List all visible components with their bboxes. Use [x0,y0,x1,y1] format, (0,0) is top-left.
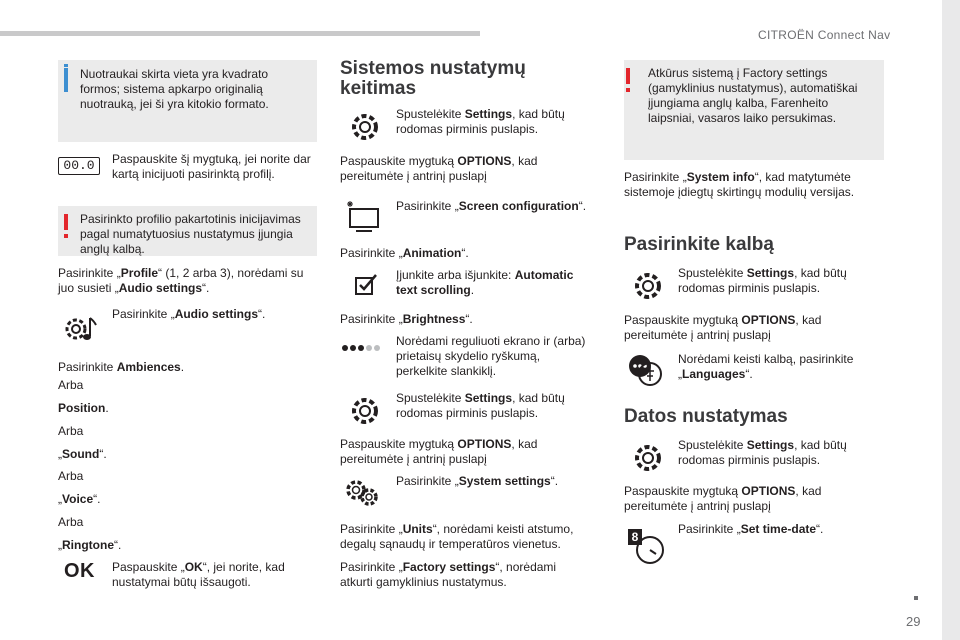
settings-gear-icon-2[interactable] [350,396,380,426]
factory-warning-box [624,60,884,160]
or-text-1: Arba [58,378,84,392]
options-text-1: Paspauskite mygtuką OPTIONS, kad pereitumėte į antrinį puslapį [340,154,538,183]
settings-text-4: Spustelėkite Settings, kad būtų rodomas pirminis puslapis. [678,438,847,467]
ambiences-text: Pasirinkite Ambiences. [58,360,185,374]
step-badge: 8 [628,529,642,545]
warning-icon-2-dot [626,88,630,92]
checkbox-icon[interactable] [354,273,378,297]
audio-settings-icon[interactable] [62,314,102,344]
info-icon [64,68,68,92]
profile-paragraph: Pasirinkite „Profile“ (1, 2 arba 3), norėdami su juo susieti „Audio settings“. [58,266,304,295]
factory-warning-text: Atkūrus sistemą į Factory settings (gamyklinius nustatymus), automatiškai įjungiama anglų kalba, Farenheito laipsniai, vasaros laiko persukimas. [648,66,858,125]
system-settings-icon[interactable] [344,478,380,508]
page-number: 29 [906,614,921,629]
languages-text: Norėdami keisti kalbą, pasirinkite „Languages“. [678,352,854,381]
page-dot [914,596,918,600]
set-time-date-text: Pasirinkite „Set time-date“. [678,522,824,536]
info-box [58,60,317,142]
warning-icon-dot [64,234,68,238]
or-text-3: Arba [58,469,84,483]
reset-profile-text: Paspauskite šį mygtuką, jei norite dar kartą inicijuoti pasirinktą profilį. [112,152,311,181]
or-text-2: Arba [58,424,84,438]
audio-settings-text: Pasirinkite „Audio settings“. [112,307,266,321]
header-title: CITROËN Connect Nav [758,28,891,42]
screen-configuration-text: Pasirinkite „Screen configuration“. [396,199,587,213]
units-text: Pasirinkite „Units“, norėdami keisti atstumo, degalų sąnaudų ir temperatūros vienetus. [340,522,574,551]
options-text-4: Paspauskite mygtuką OPTIONS, kad pereitumėte į antrinį puslapį [624,484,822,513]
page-edge-bar [942,0,960,640]
header-rule [0,31,480,36]
brightness-slider-text: Norėdami reguliuoti ekrano ir (arba) prietaisų skydelio ryškumą, perkelkite slankiklį. [396,334,586,378]
or-text-4: Arba [58,515,84,529]
settings-text-1: Spustelėkite Settings, kad būtų rodomas pirminis puslapis. [396,107,565,136]
warning-box [58,206,317,256]
settings-gear-icon-3[interactable] [633,271,663,301]
ringtone-text: „Ringtone“. [58,538,122,552]
info-text: Nuotraukai skirta vieta yra kvadrato formos; sistema apkarpo originalią nuotrauką, jei ši yra kitokio formato. [80,67,269,111]
section-title-system-settings: Sistemos nustatymų keitimas [340,58,526,99]
settings-text-3: Spustelėkite Settings, kad būtų rodomas pirminis puslapis. [678,266,847,295]
warning-icon-2 [626,68,630,84]
info-icon-dot [64,64,68,67]
settings-gear-icon[interactable] [350,112,380,142]
settings-text-2: Spustelėkite Settings, kad būtų rodomas pirminis puslapis. [396,391,565,420]
ok-text: Paspauskite „OK“, jei norite, kad nustatymai būtų išsaugoti. [112,560,285,589]
position-text: Position. [58,401,109,415]
animation-text: Pasirinkite „Animation“. [340,246,469,260]
section-title-language: Pasirinkite kalbą [624,234,774,255]
screen-configuration-icon[interactable] [344,199,384,233]
languages-icon[interactable] [626,354,666,388]
system-settings-text: Pasirinkite „System settings“. [396,474,559,488]
warning-text: Pasirinkto profilio pakartotinis inicijavimas pagal numatytuosius nustatymus įjungia anglų kalbą. [80,212,301,256]
reset-profile-label: 00.0 [63,158,95,173]
section-title-date: Datos nustatymas [624,406,788,427]
text-scrolling-text: Įjunkite arba išjunkite: Automatic text scrolling. [396,268,574,297]
warning-icon [64,214,68,230]
factory-settings-text: Pasirinkite „Factory settings“, norėdami atkurti gamyklinius nustatymus. [340,560,557,589]
ok-button[interactable]: OK [64,560,95,582]
options-text-2: Paspauskite mygtuką OPTIONS, kad pereitumėte į antrinį puslapį [340,437,538,466]
brightness-slider-icon[interactable] [340,343,386,353]
clock-icon[interactable] [634,534,666,566]
reset-profile-button[interactable] [58,157,100,175]
system-info-text: Pasirinkite „System info“, kad matytumėte sistemoje įdiegtų skirtingų modulių versijas. [624,170,855,199]
brightness-text: Pasirinkite „Brightness“. [340,312,473,326]
settings-gear-icon-4[interactable] [633,443,663,473]
sound-text: „Sound“. [58,447,107,461]
voice-text: „Voice“. [58,492,101,506]
options-text-3: Paspauskite mygtuką OPTIONS, kad pereitumėte į antrinį puslapį [624,313,822,342]
